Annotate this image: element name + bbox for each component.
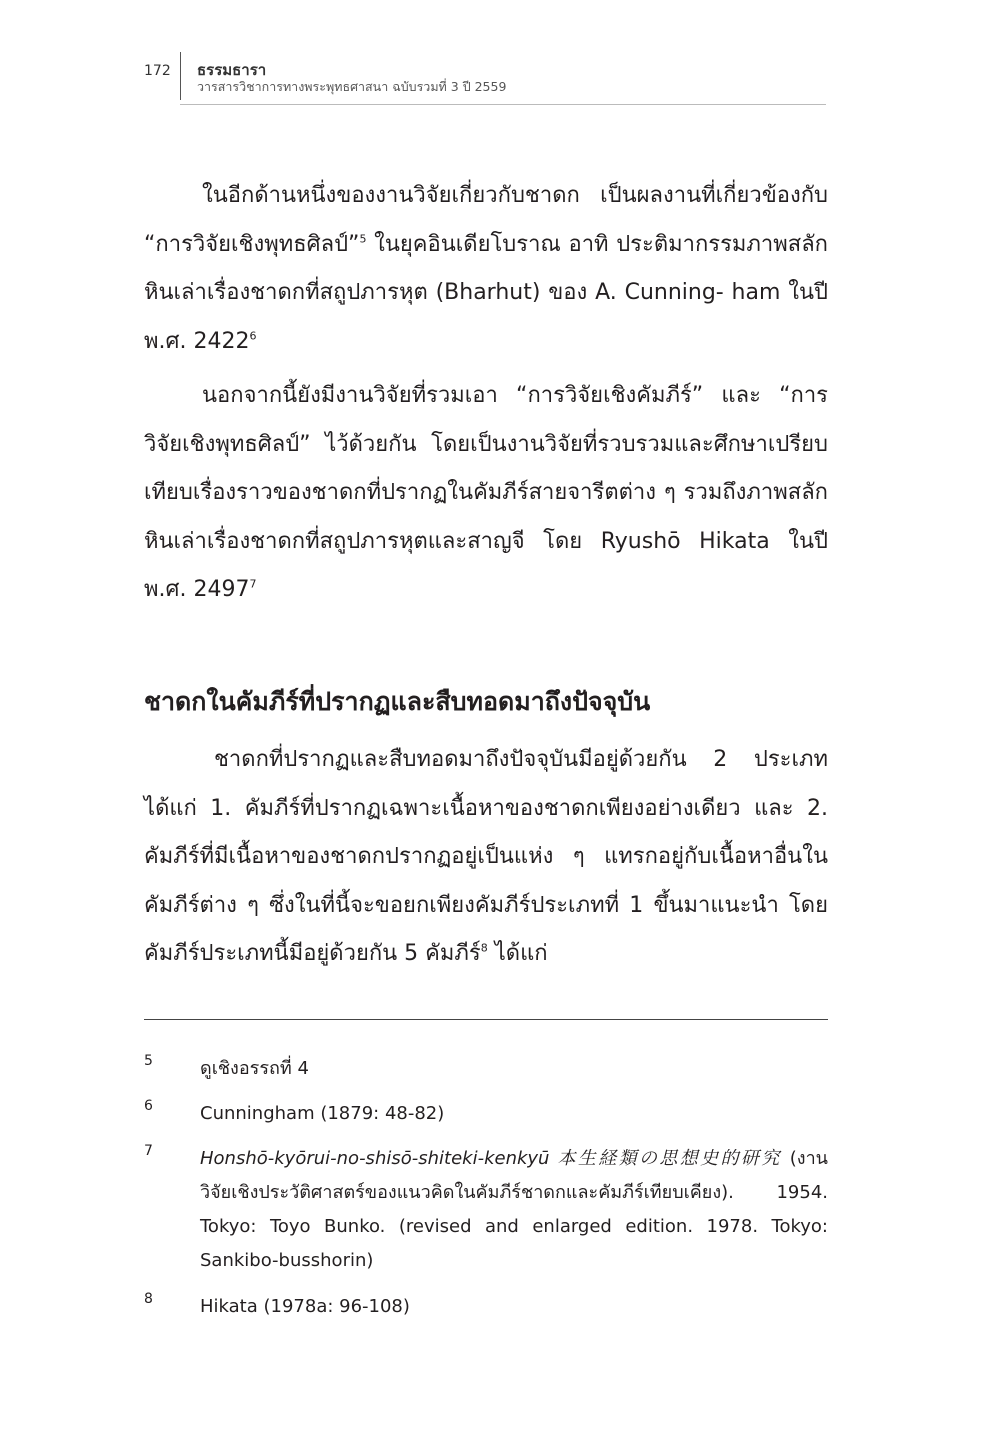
paragraph-1-text-a: ในอีกด้านหนึ่งของงานวิจัยเกี่ยวกับชาดก เป็นผลงานที่เกี่ยวข้องกับ “การวิจัยเชิงพุทธศิลป์” xyxy=(144,183,828,257)
footnote-text: ดูเชิงอรรถที่ 4 xyxy=(200,1058,309,1079)
section-heading: ชาดกในคัมภีร์ที่ปรากฏและสืบทอดมาถึงปัจจุบัน xyxy=(144,687,651,716)
header-rule xyxy=(180,104,826,105)
paragraph-3 xyxy=(144,736,828,979)
footnote-title-italic: Honshō-kyōrui-no-shisō-shiteki-kenkyū 本生経類の思想史的研究 xyxy=(200,1148,782,1169)
running-header xyxy=(0,0,1000,110)
footnote-number: 6 xyxy=(144,1098,153,1114)
footnote-ref-6[interactable]: 6 xyxy=(249,329,257,343)
footnote-5 xyxy=(144,1052,834,1086)
footnote-text-block xyxy=(200,1142,828,1278)
footnote-number: 5 xyxy=(144,1053,153,1069)
header-divider xyxy=(180,52,181,100)
footnote-7 xyxy=(144,1142,834,1278)
footnote-text: Hikata (1978a: 96-108) xyxy=(200,1296,410,1317)
footnote-number: 8 xyxy=(144,1291,153,1307)
footnote-6 xyxy=(144,1097,834,1131)
footnote-text: (งานวิจัยเชิงประวัติศาสตร์ของแนวคิดในคัมภีร์ชาดกและคัมภีร์เทียบเคียง). 1954. Tokyo: Toyo Bunko. (revised and enlarged edition. 1978. Tokyo: Sankibo-busshorin) xyxy=(200,1148,828,1271)
footnote-8 xyxy=(144,1290,834,1324)
journal-subtitle: วารสารวิชาการทางพระพุทธศาสนา ฉบับรวมที่ 3 ปี 2559 xyxy=(197,79,507,94)
footnote-ref-8[interactable]: 8 xyxy=(480,941,488,955)
paragraph-2-text: นอกจากนี้ยังมีงานวิจัยที่รวมเอา “การวิจัยเชิงคัมภีร์” และ “การวิจัยเชิงพุทธศิลป์” ไว้ด้วยกัน โดยเป็นงานวิจัยที่รวบรวมและศึกษาเปรียบเทียบเรื่องราวของชาดกที่ปรากฏในคัมภีร์สายจารีตต่าง ๆ รวมถึงภาพสลักหินเล่าเรื่องชาดกที่สถูปภารหุตและสาญจี โดย Ryushō Hikata ในปี พ.ศ. 2497 xyxy=(144,383,828,602)
paragraph-2 xyxy=(144,372,828,615)
page-number: 172 xyxy=(144,63,171,79)
footnote-number: 7 xyxy=(144,1143,153,1159)
footnote-ref-5[interactable]: 5 xyxy=(359,232,367,246)
footnote-divider xyxy=(144,1019,828,1020)
paragraph-3-text: ชาดกที่ปรากฏและสืบทอดมาถึงปัจจุบันมีอยู่ด้วยกัน 2 ประเภท ได้แก่ 1. คัมภีร์ที่ปรากฏเฉพาะเนื้อหาของชาดกเพียงอย่างเดียว และ 2. คัมภีร์ที่มีเนื้อหาของชาดกปรากฏอยู่เป็นแห่ง ๆ แทรกอยู่กับเนื้อหาอื่นในคัมภีร์ต่าง ๆ ซึ่งในที่นี้จะขอยกเพียงคัมภีร์ประเภทที่ 1 ขึ้นมาแนะนำ โดยคัมภีร์ประเภทนี้มีอยู่ด้วยกัน 5 คัมภีร์ xyxy=(144,747,828,966)
paragraph-1 xyxy=(144,172,828,366)
footnote-ref-7[interactable]: 7 xyxy=(249,577,257,591)
paragraph-1-text-b: ในยุคอินเดียโบราณ อาทิ ประติมากรรมภาพสลักหินเล่าเรื่องชาดกที่สถูปภารหุต (Bharhut) ของ A. Cunning- ham ในปี พ.ศ. 2422 xyxy=(144,231,828,354)
footnote-text: Cunningham (1879: 48-82) xyxy=(200,1103,445,1124)
journal-title: ธรรมธารา xyxy=(197,61,267,79)
paragraph-3-tail: ได้แก่ xyxy=(487,941,548,966)
